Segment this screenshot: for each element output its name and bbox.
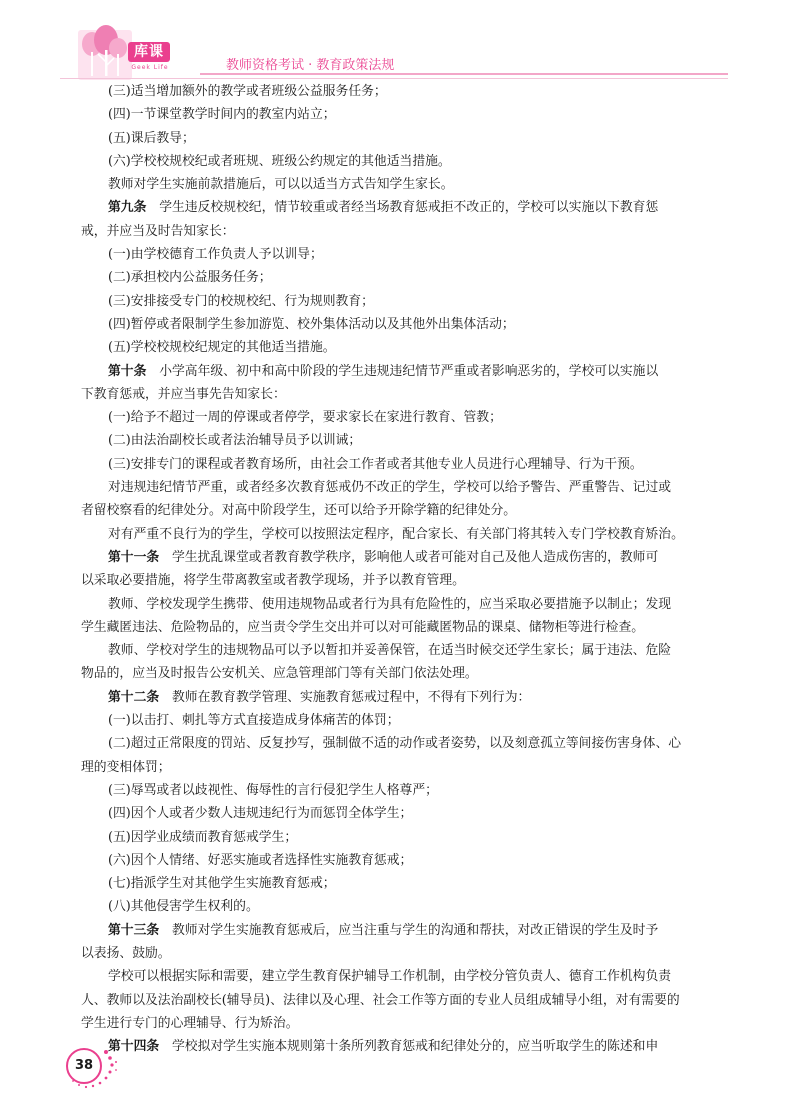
continuation-line: 下教育惩戒，并应当事先告知家长：: [81, 386, 286, 402]
text-line: (七)指派学生对其他学生实施教育惩戒；: [108, 876, 336, 892]
continuation-line: 以表扬、鼓励。: [81, 945, 171, 961]
article-paragraph: [108, 686, 728, 709]
article-paragraph: [108, 546, 728, 569]
continuation-line: 人、教师以及法治副校长(辅导员)、法律以及心理、社会工作等方面的专业人员组成辅导小组，对有需要的: [81, 992, 680, 1008]
text-line: (八)其他侵害学生权利的。: [108, 899, 259, 915]
continuation-line: 以采取必要措施，将学生带离教室或者教学现场，并予以教育管理。: [81, 573, 465, 589]
text-line: (二)由法治副校长或者法治辅导员予以训诫；: [108, 433, 362, 449]
article-text: 教师在教育教学管理、实施教育惩戒过程中，不得有下列行为：: [159, 689, 531, 705]
text-line: (一)由学校德育工作负责人予以训导；: [108, 247, 323, 263]
continuation-line: 学生进行专门的心理辅导、行为矫治。: [81, 1015, 299, 1031]
text-line: 学校可以根据实际和需要，建立学生教育保护辅导工作机制，由学校分管负责人、德育工作机构负责: [108, 969, 672, 985]
header-title: 教师资格考试 · 教育政策法规: [226, 58, 395, 73]
article-text: 小学高年级、初中和高中阶段的学生违规违纪情节严重或者影响恶劣的，学校可以实施以: [146, 363, 659, 379]
continuation-line: 学生藏匿违法、危险物品的，应当责令学生交出并可以对可能藏匿物品的课桌、储物柜等进行检查。: [81, 619, 645, 635]
text-line: (四)一节课堂教学时间内的教室内站立；: [108, 107, 336, 123]
text-line: 对违规违纪情节严重，或者经多次教育惩戒仍不改正的学生，学校可以给予警告、严重警告、记过或: [108, 480, 672, 496]
text-line: (五)因学业成绩而教育惩戒学生；: [108, 829, 298, 845]
text-line: (三)适当增加额外的教学或者班级公益服务任务；: [108, 84, 387, 99]
continuation-line: 理的变相体罚；: [81, 759, 171, 775]
article-paragraph: [108, 360, 728, 383]
article-paragraph: [108, 1035, 728, 1058]
text-line: (四)因个人或者少数人违规违纪行为而惩罚全体学生；: [108, 806, 413, 822]
header-divider-thin: [60, 78, 728, 79]
text-line: (二)超过正常限度的罚站、反复抄写，强制做不适的动作或者姿势，以及刻意孤立等间接伤害身体、心: [108, 736, 682, 752]
article-paragraph: [108, 919, 728, 942]
article-text: 学校拟对学生实施本规则第十条所列教育惩戒和纪律处分的，应当听取学生的陈述和申: [159, 1039, 659, 1055]
continuation-line: 者留校察看的纪律处分。对高中阶段学生，还可以给予开除学籍的纪律处分。: [81, 503, 517, 519]
brand-subtitle: Geek Life: [131, 64, 169, 71]
text-line: 教师、学校发现学生携带、使用违规物品或者行为具有危险性的，应当采取必要措施予以制止；发现: [108, 596, 672, 612]
text-line: (一)给予不超过一周的停课或者停学，要求家长在家进行教育、管教；: [108, 410, 502, 426]
header-divider: [200, 73, 728, 75]
brand-logo: 库课: [128, 42, 170, 62]
text-line: (二)承担校内公益服务任务；: [108, 270, 272, 286]
article-label: 第十四条: [108, 1039, 160, 1055]
page-number-badge: [60, 1040, 120, 1090]
continuation-line: 戒，并应当及时告知家长：: [81, 223, 235, 239]
text-line: (六)学校校规校纪或者班规、班级公约规定的其他适当措施。: [108, 153, 451, 169]
article-label: 第十条: [108, 363, 147, 379]
text-line: (三)安排接受专门的校规校纪、行为规则教育；: [108, 293, 374, 309]
text-line: (五)学校校规校纪规定的其他适当措施。: [108, 340, 336, 356]
page-header: [0, 0, 800, 84]
article-text: 学生违反校规校纪，情节较重或者经当场教育惩戒拒不改正的，学校可以实施以下教育惩: [146, 200, 659, 216]
text-line: 教师、学校对学生的违规物品可以予以暂扣并妥善保管，在适当时候交还学生家长；属于违法、危险: [108, 643, 672, 659]
document-body: [81, 80, 728, 1058]
article-label: 第十一条: [108, 549, 160, 565]
text-line: (四)暂停或者限制学生参加游览、校外集体活动以及其他外出集体活动；: [108, 316, 515, 332]
article-label: 第十三条: [108, 922, 160, 938]
text-line: (三)辱骂或者以歧视性、侮辱性的言行侵犯学生人格尊严；: [108, 782, 438, 798]
article-text: 学生扰乱课堂或者教育教学秩序，影响他人或者可能对自己及他人造成伤害的，教师可: [159, 549, 659, 565]
text-line: 对有严重不良行为的学生，学校可以按照法定程序，配合家长、有关部门将其转入专门学校教育矫治。: [108, 526, 684, 542]
article-text: 教师对学生实施教育惩戒后，应当注重与学生的沟通和帮扶，对改正错误的学生及时予: [159, 922, 659, 938]
text-line: 教师对学生实施前款措施后，可以以适当方式告知学生家长。: [108, 177, 454, 193]
page-number: 38: [66, 1048, 102, 1084]
article-label: 第十二条: [108, 689, 160, 705]
text-line: (三)安排专门的课程或者教育场所，由社会工作者或者其他专业人员进行心理辅导、行为干预。: [108, 456, 643, 472]
text-line: (六)因个人情绪、好恶实施或者选择性实施教育惩戒；: [108, 852, 413, 868]
article-label: 第九条: [108, 200, 147, 216]
article-paragraph: [108, 196, 728, 219]
continuation-line: 物品的，应当及时报告公安机关、应急管理部门等有关部门依法处理。: [81, 666, 478, 682]
text-line: (一)以击打、刺扎等方式直接造成身体痛苦的体罚；: [108, 713, 400, 729]
text-line: (五)课后教导；: [108, 130, 195, 146]
